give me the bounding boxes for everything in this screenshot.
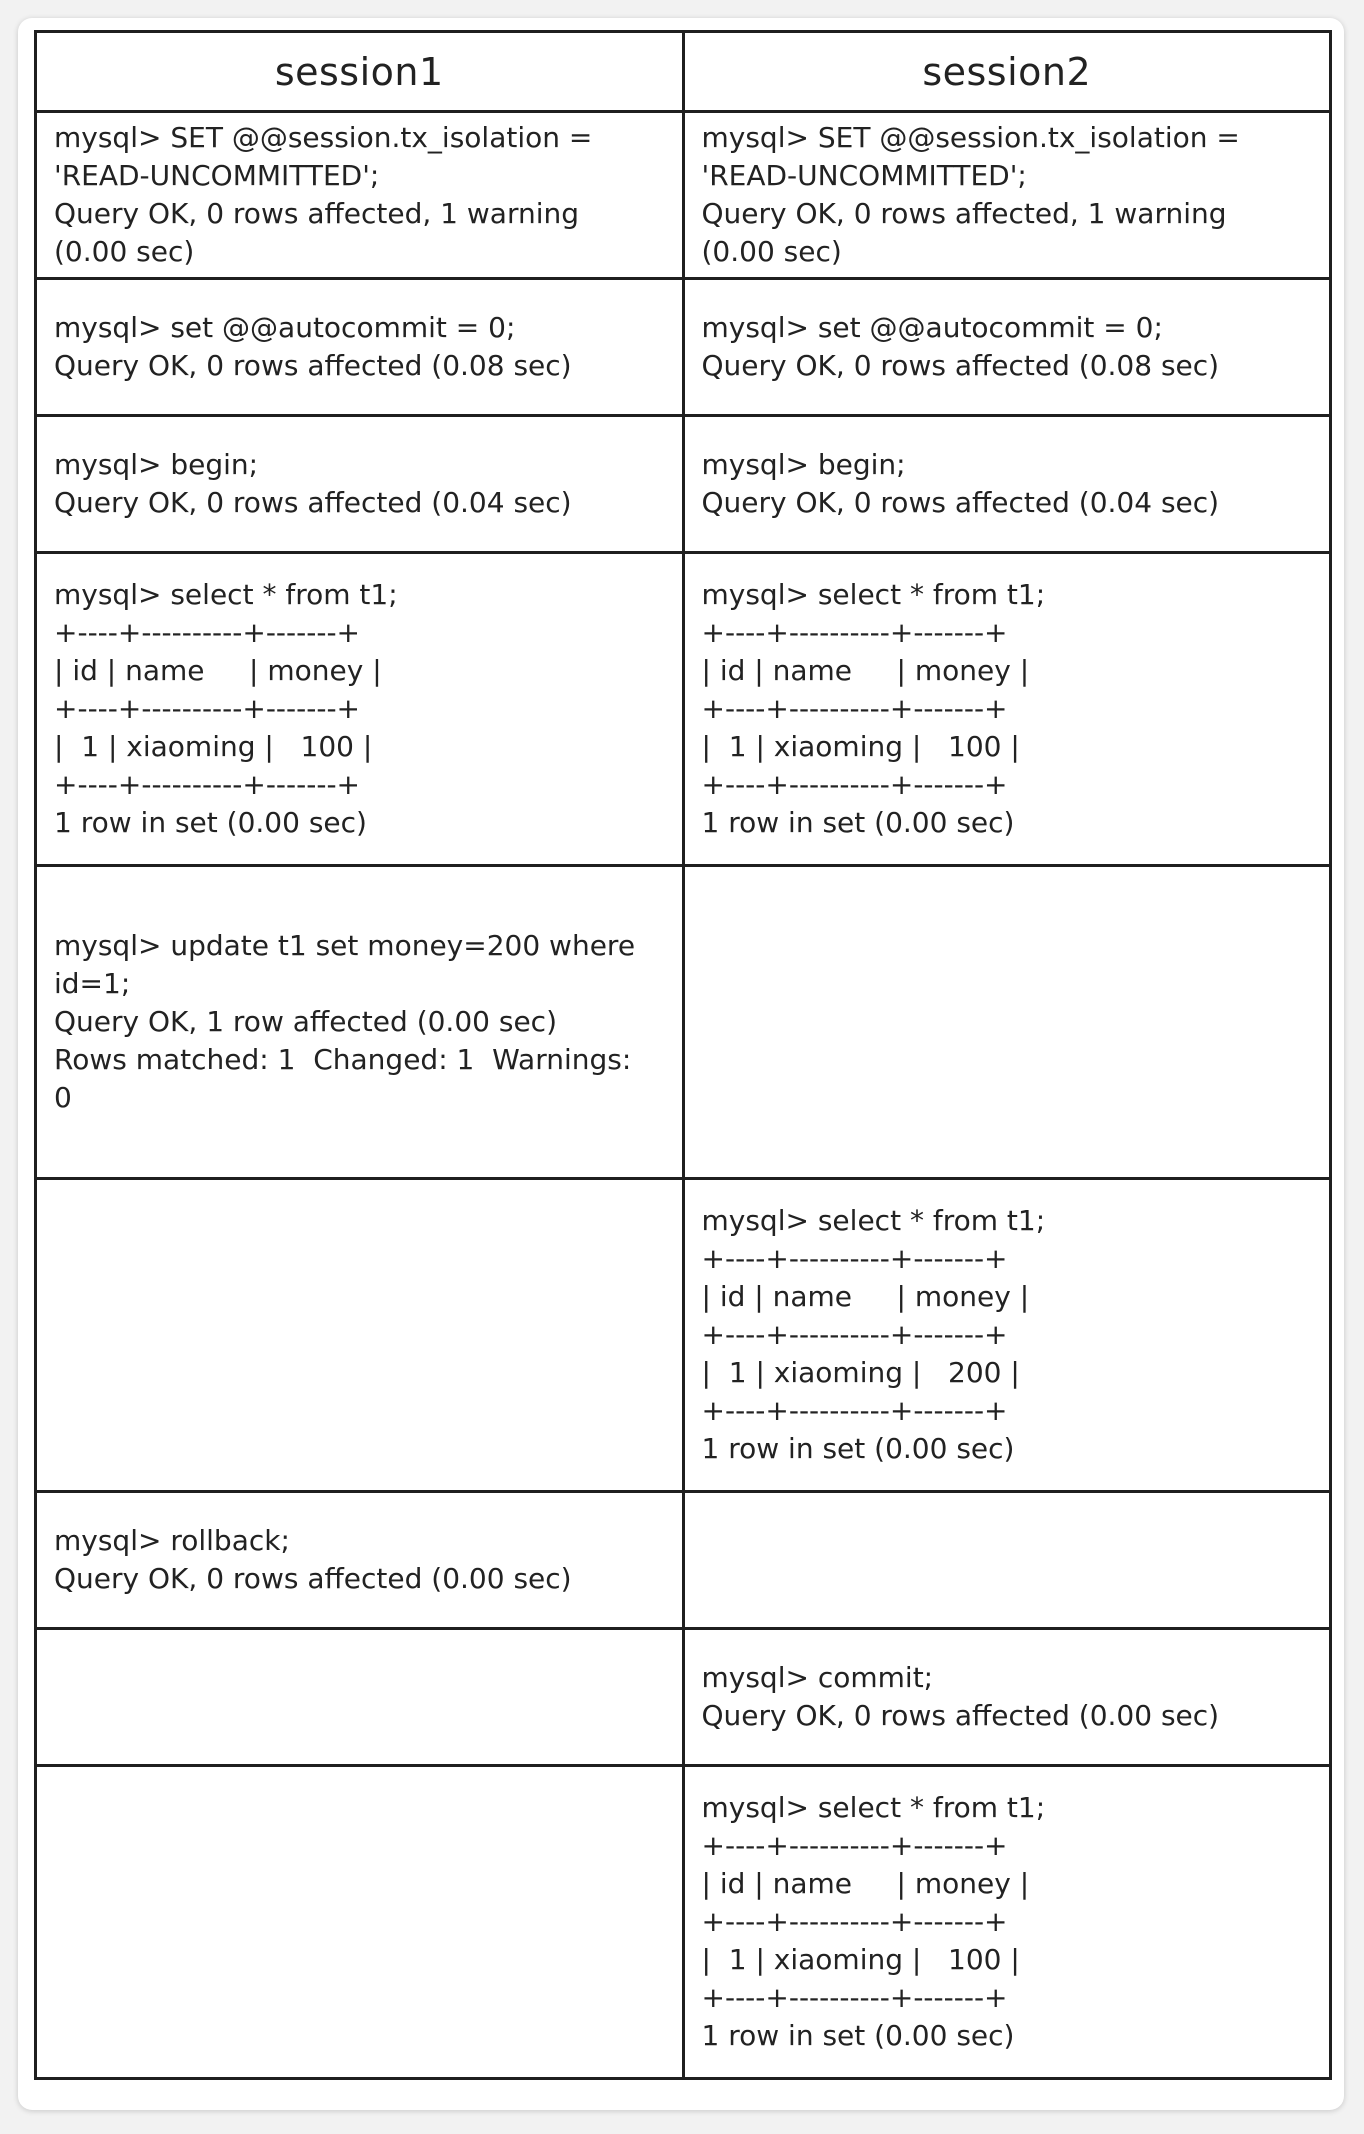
session2-text: mysql> select * from t1; +----+----------+-------+ | id | name | money | +----+----------+-------+ | 1 | xiaoming | 100 | +----+----------+-------+ 1 row in set (0.00 sec) [701, 1791, 1046, 2052]
session1-text: mysql> set @@autocommit = 0; Query OK, 0 rows affected (0.08 sec) [54, 311, 572, 382]
session2-text: mysql> commit; Query OK, 0 rows affected (0.00 sec) [701, 1661, 1220, 1732]
session2-cell [683, 866, 1331, 1179]
session1-cell [36, 1629, 684, 1766]
session2-text: mysql> SET @@session.tx_isolation = 'READ-UNCOMMITTED'; Query OK, 0 rows affected, 1 warning (0.00 sec) [701, 121, 1240, 268]
table-row [36, 553, 1331, 866]
session2-cell [683, 1629, 1331, 1766]
session1-cell [36, 553, 684, 866]
session1-cell [36, 1492, 684, 1629]
header-session2: session2 [683, 32, 1331, 112]
session2-cell [683, 553, 1331, 866]
session2-cell [683, 112, 1331, 279]
session1-cell [36, 1766, 684, 2079]
session1-text: mysql> SET @@session.tx_isolation = 'READ-UNCOMMITTED'; Query OK, 0 rows affected, 1 warning (0.00 sec) [54, 121, 593, 268]
header-session1: session1 [36, 32, 684, 112]
table-row [36, 1766, 1331, 2079]
session2-text: mysql> select * from t1; +----+----------+-------+ | id | name | money | +----+----------+-------+ | 1 | xiaoming | 200 | +----+----------+-------+ 1 row in set (0.00 sec) [701, 1204, 1046, 1465]
session2-text: mysql> begin; Query OK, 0 rows affected (0.04 sec) [701, 448, 1220, 519]
session1-cell [36, 416, 684, 553]
table-row [36, 1629, 1331, 1766]
session2-cell [683, 1492, 1331, 1629]
table-row [36, 279, 1331, 416]
session1-text: mysql> begin; Query OK, 0 rows affected (0.04 sec) [54, 448, 572, 519]
table-row [36, 416, 1331, 553]
session2-cell [683, 1766, 1331, 2079]
table-row [36, 112, 1331, 279]
session1-text: mysql> update t1 set money=200 where id=1; Query OK, 1 row affected (0.00 sec) Rows matched: 1 Changed: 1 Warnings: 0 [54, 929, 636, 1114]
table-header-row [36, 32, 1331, 112]
table-row [36, 1492, 1331, 1629]
session1-text: mysql> select * from t1; +----+----------+-------+ | id | name | money | +----+----------+-------+ | 1 | xiaoming | 100 | +----+----------+-------+ 1 row in set (0.00 sec) [54, 578, 398, 839]
session2-cell [683, 279, 1331, 416]
session1-text: mysql> rollback; Query OK, 0 rows affected (0.00 sec) [54, 1524, 572, 1595]
table-row [36, 1179, 1331, 1492]
session2-text: mysql> select * from t1; +----+----------+-------+ | id | name | money | +----+----------+-------+ | 1 | xiaoming | 100 | +----+----------+-------+ 1 row in set (0.00 sec) [701, 578, 1046, 839]
session1-cell [36, 866, 684, 1179]
table-row [36, 866, 1331, 1179]
session1-cell [36, 279, 684, 416]
session1-cell [36, 1179, 684, 1492]
session2-text: mysql> set @@autocommit = 0; Query OK, 0 rows affected (0.08 sec) [701, 311, 1220, 382]
session-comparison-table [34, 30, 1332, 2080]
session2-cell [683, 1179, 1331, 1492]
session2-cell [683, 416, 1331, 553]
session1-cell [36, 112, 684, 279]
